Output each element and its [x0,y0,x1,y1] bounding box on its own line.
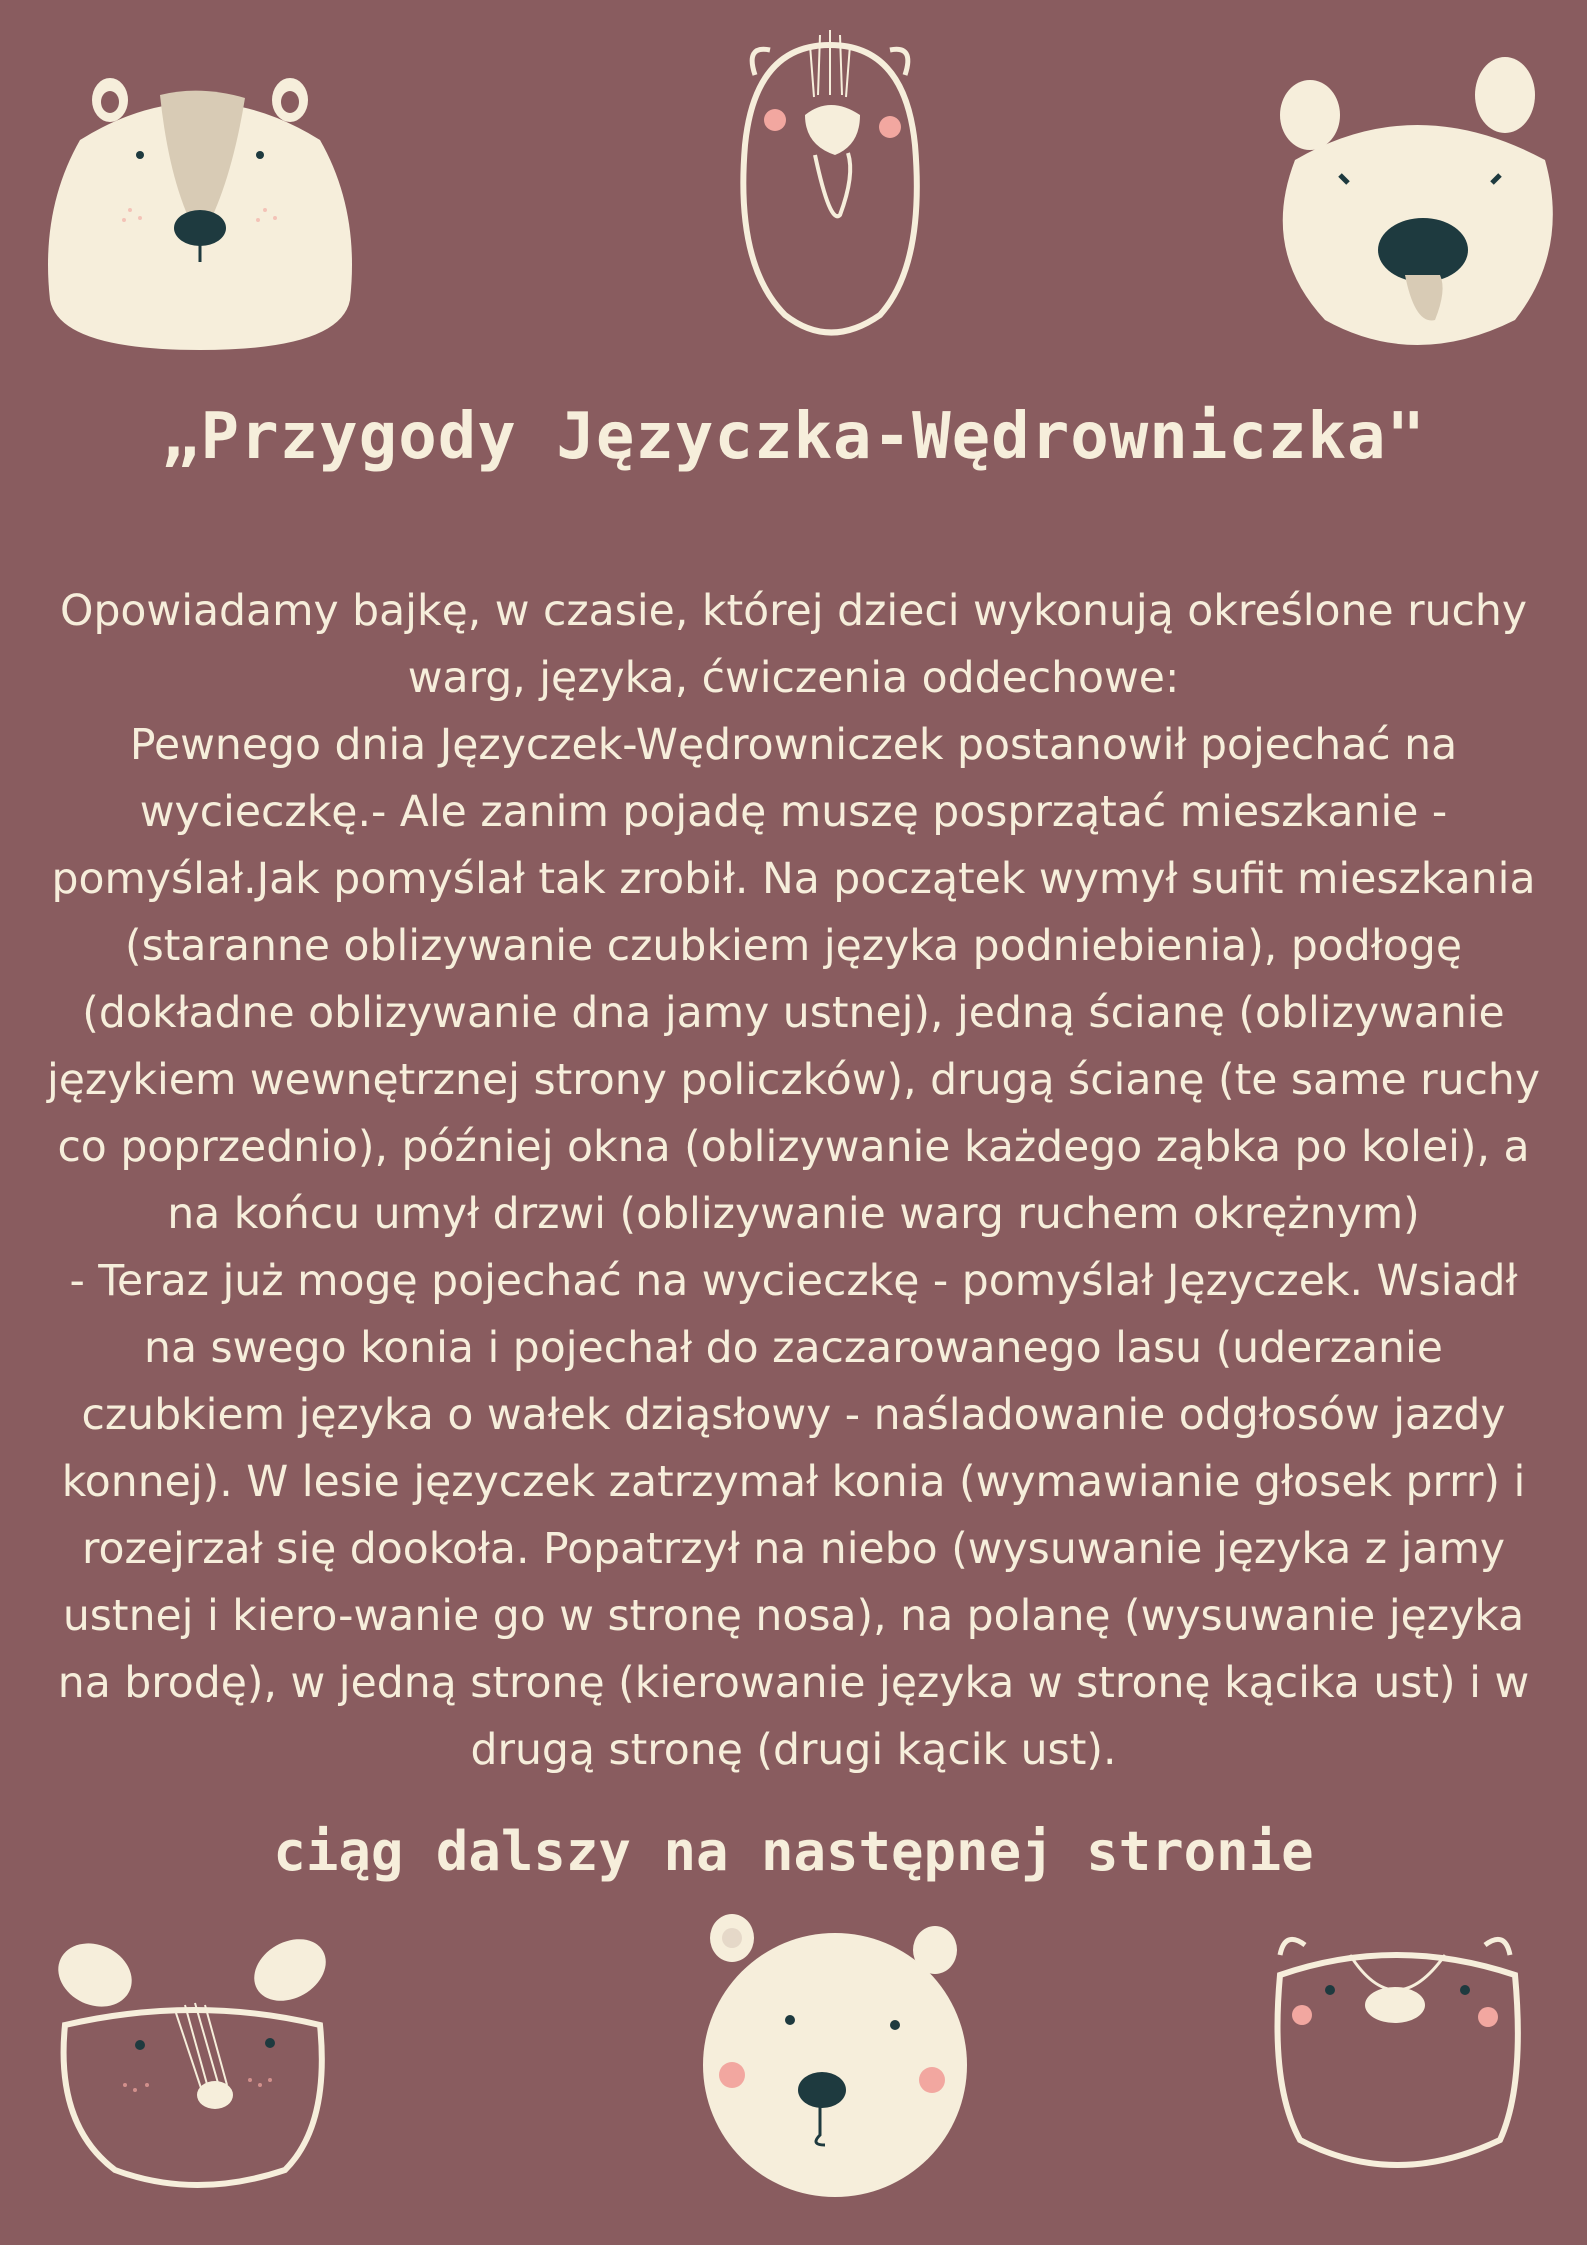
bear-face-icon-top-left [40,70,360,360]
bear-face-icon-top-right [1265,50,1565,360]
bear-face-icon-top-center [730,15,930,345]
story-paragraph-1: Pewnego dnia Języczek-Wędrowniczek postanowił pojechać na wycieczkę.- Ale zanim pojadę muszę posprzątać mieszkanie - pomyślał.Jak pomyślał tak zrobił. Na początek wymył sufit mieszkania (staranne oblizywanie czubkiem języka podniebienia), podłogę (dokładne oblizywanie dna jamy ustnej), jedną ścianę (oblizywanie językiem wewnętrznej strony policzków), drugą ścianę (te same ruchy co poprzednio), później okna (oblizywanie każdego ząbka po kolei), a na końcu umył drzwi (oblizywanie warg ruchem okrężnym) [46,721,1541,1239]
bear-face-icon-bottom-left [55,1925,335,2195]
page-title: „Przygody Języczka-Wędrowniczka" [161,400,1426,474]
bear-face-icon-bottom-right [1260,1915,1540,2185]
story-text [40,578,1547,1784]
continue-note: ciąg dalszy na następnej stronie [273,1820,1314,1883]
bear-face-icon-bottom-center [690,1900,980,2200]
story-paragraph-2: - Teraz już mogę pojechać na wycieczkę - pomyślał Języczek. Wsiadł na swego konia i pojechał do zaczarowanego lasu (uderzanie czubkiem języka o wałek dziąsłowy - naśladowanie odgłosów jazdy konnej). W lesie języczek zatrzymał konia (wymawianie głosek prrr) i rozejrzał się dookoła. Popatrzył na niebo (wysuwanie języka z jamy ustnej i kiero-wanie go w stronę nosa), na polanę (wysuwanie języka na brodę), w jedną stronę (kierowanie języka w stronę kącika ust) i w drugą stronę (drugi kącik ust). [57,1257,1530,1775]
intro-paragraph: Opowiadamy bajkę, w czasie, której dzieci wykonują określone ruchy warg, języka, ćwiczenia oddechowe: [60,587,1527,703]
